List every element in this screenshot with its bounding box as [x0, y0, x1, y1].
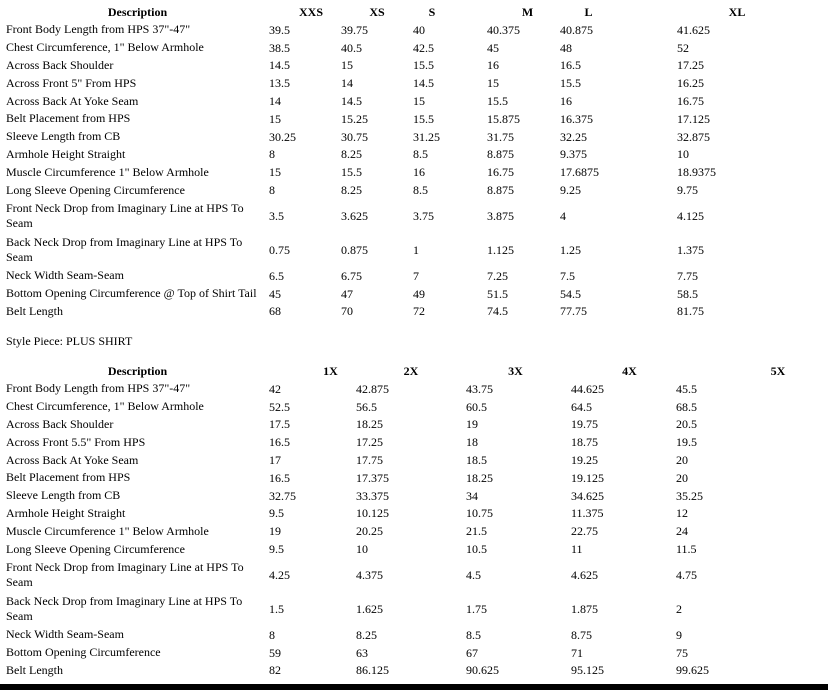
measurement-cell: 16.75 — [487, 165, 514, 180]
measurement-cell: 32.875 — [677, 129, 710, 144]
measurement-cell: 12 — [676, 506, 688, 521]
row-description: Neck Width Seam-Seam — [6, 627, 124, 642]
measurement-cell: 59 — [269, 645, 281, 660]
bottom-border-bar — [0, 684, 828, 690]
row-description: Across Front 5" From HPS — [6, 75, 137, 90]
measurement-cell: 20.25 — [356, 524, 383, 539]
measurement-cell: 19.5 — [676, 435, 697, 450]
table-row — [6, 199, 827, 233]
measurement-cell: 81.75 — [677, 304, 704, 319]
measurement-cell: 70 — [341, 304, 353, 319]
measurement-cell: 21.5 — [466, 524, 487, 539]
measurement-cell: 39.5 — [269, 22, 290, 37]
measurement-cell: 10.75 — [466, 506, 493, 521]
measurement-cell: 16.5 — [269, 470, 290, 485]
measurement-cell: 14 — [341, 76, 353, 91]
measurement-cell: 40.5 — [341, 40, 362, 55]
measurement-cell: 68.5 — [676, 399, 697, 414]
table-row — [6, 644, 826, 662]
measurement-cell: 16 — [413, 165, 425, 180]
row-description: Armhole Height Straight — [6, 146, 126, 161]
measurement-cell: 67 — [466, 645, 478, 660]
measurement-cell: 54.5 — [560, 286, 581, 301]
measurement-cell: 45 — [269, 286, 281, 301]
measurement-cell: 42 — [269, 381, 281, 396]
measurement-cell: 16.25 — [677, 76, 704, 91]
table-header-row — [6, 3, 827, 21]
measurement-cell: 16.5 — [269, 435, 290, 450]
table-header-row — [6, 362, 826, 380]
measurement-cell: 8.5 — [413, 183, 428, 198]
measurement-cell: 44.625 — [571, 381, 604, 396]
measurement-cell: 8.25 — [356, 627, 377, 642]
table-row — [6, 558, 826, 592]
measurement-cell: 19.25 — [571, 453, 598, 468]
plus-size-spec-table — [6, 362, 826, 679]
measurement-cell: 30.75 — [341, 129, 368, 144]
row-description: Front Body Length from HPS 37"-47" — [6, 381, 191, 396]
table-row — [6, 592, 826, 626]
table-row — [6, 303, 827, 321]
table-row — [6, 433, 826, 451]
row-description: Across Back Shoulder — [6, 57, 114, 72]
table-row — [6, 267, 827, 285]
measurement-cell: 7 — [413, 268, 419, 283]
measurement-cell: 32.25 — [560, 129, 587, 144]
measurement-cell: 64.5 — [571, 399, 592, 414]
measurement-cell: 10.125 — [356, 506, 389, 521]
measurement-cell: 14.5 — [413, 76, 434, 91]
measurement-cell: 9 — [676, 627, 682, 642]
measurement-cell: 49 — [413, 286, 425, 301]
measurement-cell: 35.25 — [676, 488, 703, 503]
table-row — [6, 416, 826, 434]
measurement-cell: 86.125 — [356, 663, 389, 678]
table-row — [6, 285, 827, 303]
table-row — [6, 487, 826, 505]
measurement-cell: 17.5 — [269, 417, 290, 432]
measurement-cell: 11.375 — [571, 506, 604, 521]
measurement-cell: 17.25 — [356, 435, 383, 450]
measurement-cell: 15.5 — [487, 94, 508, 109]
measurement-cell: 30.25 — [269, 129, 296, 144]
measurement-cell: 22.75 — [571, 524, 598, 539]
measurement-cell: 8 — [269, 147, 275, 162]
measurement-cell: 1 — [413, 242, 419, 257]
style-piece-label: Style Piece: PLUS SHIRT — [6, 334, 133, 348]
measurement-cell: 18.25 — [466, 470, 493, 485]
table-row — [6, 380, 826, 398]
measurement-cell: 6.75 — [341, 268, 362, 283]
measurement-cell: 11.5 — [676, 542, 697, 557]
measurement-cell: 1.375 — [677, 242, 704, 257]
measurement-cell: 6.5 — [269, 268, 284, 283]
row-description: Long Sleeve Opening Circumference — [6, 541, 185, 556]
measurement-cell: 4.25 — [269, 567, 290, 582]
column-header-5x: 5X — [770, 364, 786, 378]
measurement-cell: 8.5 — [413, 147, 428, 162]
measurement-cell: 20 — [676, 453, 688, 468]
measurement-cell: 14 — [269, 94, 281, 109]
column-header-1x: 1X — [323, 364, 338, 378]
measurement-cell: 41.625 — [677, 22, 710, 37]
table-row — [6, 110, 827, 128]
measurement-cell: 63 — [356, 645, 368, 660]
row-description: Chest Circumference, 1" Below Armhole — [6, 399, 204, 414]
table-row — [6, 92, 827, 110]
measurement-cell: 4.375 — [356, 567, 383, 582]
row-description: Bottom Opening Circumference @ Top of Shirt Tail — [6, 286, 257, 301]
measurement-cell: 18.25 — [356, 417, 383, 432]
measurement-cell: 17.75 — [356, 453, 383, 468]
measurement-cell: 16 — [560, 94, 572, 109]
measurement-cell: 95.125 — [571, 663, 604, 678]
table-row — [6, 233, 827, 267]
row-description: Front Body Length from HPS 37"-47" — [6, 22, 191, 37]
measurement-cell: 68 — [269, 304, 281, 319]
table-row — [6, 21, 827, 39]
measurement-cell: 82 — [269, 663, 281, 678]
measurement-cell: 16.75 — [677, 94, 704, 109]
table-row — [6, 163, 827, 181]
measurement-cell: 1.125 — [487, 242, 514, 257]
measurement-cell: 48 — [560, 40, 572, 55]
measurement-cell: 1.625 — [356, 601, 383, 616]
measurement-cell: 31.25 — [413, 129, 440, 144]
measurement-cell: 19 — [269, 524, 281, 539]
table-row — [6, 57, 827, 75]
measurement-cell: 34 — [466, 488, 478, 503]
measurement-cell: 11 — [571, 542, 583, 557]
column-header-4x: 4X — [622, 364, 637, 378]
measurement-cell: 75 — [676, 645, 688, 660]
measurement-cell: 2 — [676, 601, 682, 616]
measurement-cell: 20 — [676, 470, 688, 485]
table-row — [6, 522, 826, 540]
measurement-cell: 4.125 — [677, 208, 704, 223]
table-row — [6, 39, 827, 57]
table-row — [6, 74, 827, 92]
measurement-cell: 42.5 — [413, 40, 434, 55]
measurement-cell: 8.875 — [487, 183, 514, 198]
column-header-l: L — [584, 5, 593, 19]
measurement-cell: 34.625 — [571, 488, 604, 503]
row-description: Belt Length — [6, 303, 63, 318]
measurement-cell: 15 — [413, 94, 425, 109]
plus-table-body — [6, 380, 826, 679]
measurement-cell: 10.5 — [466, 542, 487, 557]
measurement-cell: 16 — [487, 58, 499, 73]
measurement-cell: 15.25 — [341, 111, 368, 126]
row-description: Armhole Height Straight — [6, 505, 126, 520]
measurement-cell: 72 — [413, 304, 425, 319]
measurement-cell: 16.5 — [560, 58, 581, 73]
measurement-cell: 15.5 — [413, 111, 434, 126]
measurement-cell: 15 — [487, 76, 499, 91]
regular-size-spec-table — [6, 3, 827, 320]
row-description: Belt Length — [6, 662, 63, 677]
measurement-cell: 18 — [466, 435, 478, 450]
measurement-cell: 1.5 — [269, 601, 284, 616]
row-description: Front Neck Drop from Imaginary Line at HPS To Seam — [6, 559, 244, 589]
measurement-cell: 17 — [269, 453, 281, 468]
row-description: Across Back Shoulder — [6, 416, 114, 431]
measurement-cell: 40.375 — [487, 22, 520, 37]
table-row — [6, 128, 827, 146]
measurement-cell: 3.625 — [341, 208, 368, 223]
row-description: Belt Placement from HPS — [6, 111, 131, 126]
measurement-cell: 3.75 — [413, 208, 434, 223]
measurement-cell: 8 — [269, 183, 275, 198]
column-header-description: Description — [107, 5, 168, 19]
measurement-cell: 56.5 — [356, 399, 377, 414]
table-row — [6, 451, 826, 469]
measurement-cell: 8.25 — [341, 183, 362, 198]
row-description: Chest Circumference, 1" Below Armhole — [6, 40, 204, 55]
measurement-cell: 31.75 — [487, 129, 514, 144]
measurement-cell: 58.5 — [677, 286, 698, 301]
measurement-cell: 18.5 — [466, 453, 487, 468]
measurement-cell: 15.5 — [341, 165, 362, 180]
measurement-cell: 39.75 — [341, 22, 368, 37]
measurement-cell: 40.875 — [560, 22, 593, 37]
column-header-m: M — [521, 5, 534, 19]
table-row — [6, 146, 827, 164]
table-row — [6, 398, 826, 416]
row-description: Muscle Circumference 1" Below Armhole — [6, 164, 209, 179]
row-description: Long Sleeve Opening Circumference — [6, 182, 185, 197]
table-row — [6, 469, 826, 487]
measurement-cell: 18.9375 — [677, 165, 716, 180]
row-description: Back Neck Drop from Imaginary Line at HPS To Seam — [6, 234, 243, 264]
column-header-2x: 2X — [403, 364, 419, 378]
column-header-xxs: XXS — [298, 5, 323, 19]
column-header-xl: XL — [728, 5, 746, 19]
measurement-cell: 8.75 — [571, 627, 592, 642]
measurement-cell: 9.375 — [560, 147, 587, 162]
measurement-cell: 17.6875 — [560, 165, 599, 180]
table-row — [6, 505, 826, 523]
measurement-cell: 51.5 — [487, 286, 508, 301]
measurement-cell: 74.5 — [487, 304, 508, 319]
measurement-cell: 13.5 — [269, 76, 290, 91]
column-header-xs: XS — [369, 5, 385, 19]
column-header-s: S — [428, 5, 436, 19]
measurement-cell: 4.5 — [466, 567, 481, 582]
measurement-cell: 1.25 — [560, 242, 581, 257]
row-description: Across Back At Yoke Seam — [6, 93, 139, 108]
measurement-cell: 19 — [466, 417, 478, 432]
measurement-cell: 8.5 — [466, 627, 481, 642]
measurement-cell: 9.25 — [560, 183, 581, 198]
table-row — [6, 662, 826, 680]
table-row — [6, 540, 826, 558]
measurement-cell: 43.75 — [466, 381, 493, 396]
row-description: Front Neck Drop from Imaginary Line at HPS To Seam — [6, 200, 244, 230]
measurement-cell: 17.375 — [356, 470, 389, 485]
measurement-cell: 40 — [413, 22, 425, 37]
measurement-cell: 15 — [341, 58, 353, 73]
measurement-cell: 32.75 — [269, 488, 296, 503]
measurement-cell: 15.5 — [560, 76, 581, 91]
measurement-cell: 9.5 — [269, 542, 284, 557]
measurement-cell: 9.75 — [677, 183, 698, 198]
measurement-cell: 47 — [341, 286, 353, 301]
row-description: Neck Width Seam-Seam — [6, 268, 124, 283]
table-row — [6, 626, 826, 644]
measurement-cell: 14.5 — [269, 58, 290, 73]
measurement-cell: 16.375 — [560, 111, 593, 126]
measurement-cell: 7.25 — [487, 268, 508, 283]
measurement-cell: 1.875 — [571, 601, 598, 616]
measurement-cell: 90.625 — [466, 663, 499, 678]
measurement-cell: 1.75 — [466, 601, 487, 616]
measurement-cell: 3.875 — [487, 208, 514, 223]
measurement-cell: 4.625 — [571, 567, 598, 582]
measurement-cell: 15 — [269, 111, 281, 126]
measurement-cell: 3.5 — [269, 208, 284, 223]
measurement-cell: 52 — [677, 40, 689, 55]
measurement-cell: 99.625 — [676, 663, 709, 678]
measurement-cell: 45 — [487, 40, 499, 55]
measurement-cell: 17.25 — [677, 58, 704, 73]
measurement-cell: 71 — [571, 645, 583, 660]
measurement-cell: 24 — [676, 524, 688, 539]
measurement-cell: 4.75 — [676, 567, 697, 582]
measurement-cell: 15 — [269, 165, 281, 180]
measurement-cell: 20.5 — [676, 417, 697, 432]
measurement-cell: 77.75 — [560, 304, 587, 319]
regular-table-body — [6, 21, 827, 320]
measurement-cell: 17.125 — [677, 111, 710, 126]
column-header-description: Description — [107, 364, 168, 378]
measurement-cell: 8.875 — [487, 147, 514, 162]
row-description: Across Back At Yoke Seam — [6, 452, 139, 467]
measurement-cell: 7.75 — [677, 268, 698, 283]
measurement-cell: 19.75 — [571, 417, 598, 432]
measurement-cell: 4 — [560, 208, 566, 223]
row-description: Belt Placement from HPS — [6, 470, 131, 485]
row-description: Across Front 5.5" From HPS — [6, 434, 146, 449]
measurement-cell: 0.875 — [341, 242, 368, 257]
measurement-cell: 52.5 — [269, 399, 290, 414]
column-header-3x: 3X — [508, 364, 523, 378]
row-description: Muscle Circumference 1" Below Armhole — [6, 523, 209, 538]
measurement-cell: 10 — [356, 542, 368, 557]
measurement-cell: 18.75 — [571, 435, 598, 450]
measurement-cell: 8.25 — [341, 147, 362, 162]
measurement-cell: 42.875 — [356, 381, 389, 396]
row-description: Bottom Opening Circumference — [6, 645, 161, 660]
measurement-cell: 33.375 — [356, 488, 389, 503]
row-description: Back Neck Drop from Imaginary Line at HPS To Seam — [6, 593, 243, 623]
measurement-cell: 60.5 — [466, 399, 487, 414]
row-description: Sleeve Length from CB — [6, 129, 121, 144]
measurement-cell: 19.125 — [571, 470, 604, 485]
measurement-cell: 14.5 — [341, 94, 362, 109]
measurement-cell: 15.5 — [413, 58, 434, 73]
row-description: Sleeve Length from CB — [6, 488, 121, 503]
measurement-cell: 38.5 — [269, 40, 290, 55]
measurement-cell: 9.5 — [269, 506, 284, 521]
table-row — [6, 181, 827, 199]
measurement-cell: 0.75 — [269, 242, 290, 257]
measurement-cell: 15.875 — [487, 111, 520, 126]
measurement-cell: 7.5 — [560, 268, 575, 283]
measurement-cell: 8 — [269, 627, 275, 642]
measurement-cell: 10 — [677, 147, 689, 162]
measurement-cell: 45.5 — [676, 381, 697, 396]
